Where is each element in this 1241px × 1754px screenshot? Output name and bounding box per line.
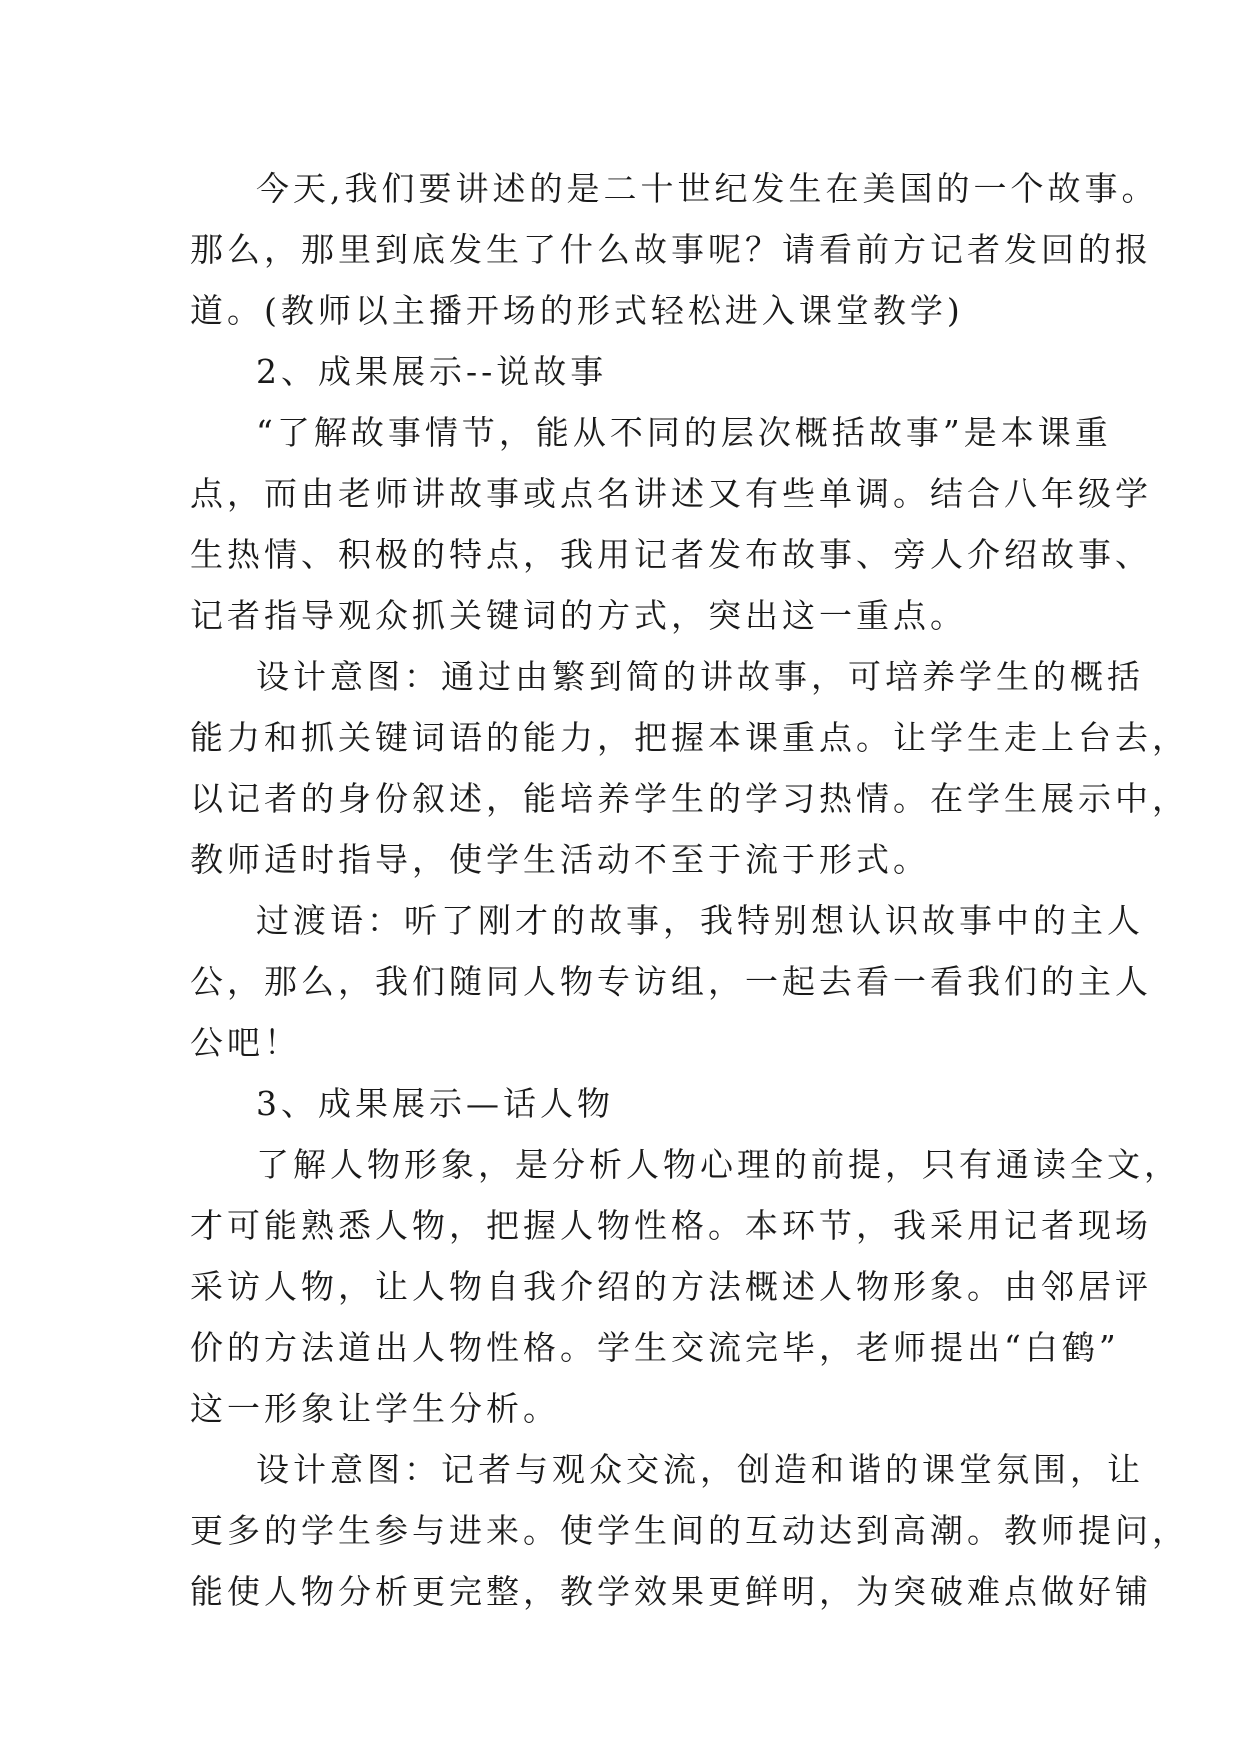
paragraph-line: 能使人物分析更完整，教学效果更鲜明，为突破难点做好铺 [190, 1572, 1152, 1611]
section-heading: 2、成果展示--说故事 [256, 352, 608, 391]
paragraph-line: 能力和抓关键词语的能力，把握本课重点。让学生走上台去， [190, 718, 1189, 757]
paragraph-line: 以记者的身份叙述，能培养学生的学习热情。在学生展示中， [190, 779, 1189, 818]
paragraph-line: 公，那么，我们随同人物专访组，一起去看一看我们的主人 [190, 962, 1152, 1001]
paragraph-line: 才可能熟悉人物，把握人物性格。本环节，我采用记者现场 [190, 1206, 1152, 1245]
paragraph-line: 价的方法道出人物性格。学生交流完毕，老师提出“白鹤” [190, 1328, 1120, 1367]
paragraph-line: 公吧！ [190, 1023, 301, 1062]
paragraph-line: 这一形象让学生分析。 [190, 1389, 560, 1428]
paragraph-line: 更多的学生参与进来。使学生间的互动达到高潮。教师提问， [190, 1511, 1189, 1550]
paragraph-line: 设计意图：通过由繁到简的讲故事，可培养学生的概括 [256, 657, 1144, 696]
paragraph-line: 那么，那里到底发生了什么故事呢？请看前方记者发回的报 [190, 230, 1152, 269]
paragraph-line: 了解人物形象，是分析人物心理的前提，只有通读全文， [256, 1145, 1181, 1184]
paragraph-line: 设计意图：记者与观众交流，创造和谐的课堂氛围，让 [256, 1450, 1144, 1489]
paragraph-line: 过渡语：听了刚才的故事，我特别想认识故事中的主人 [256, 901, 1144, 940]
paragraph-line: 记者指导观众抓关键词的方式，突出这一重点。 [190, 596, 967, 635]
paragraph-line: 生热情、积极的特点，我用记者发布故事、旁人介绍故事、 [190, 535, 1152, 574]
body-text [190, 158, 1189, 1622]
paragraph-line: 点，而由老师讲故事或点名讲述又有些单调。结合八年级学 [190, 474, 1152, 513]
paragraph-line: 道。(教师以主播开场的形式轻松进入课堂教学) [190, 291, 964, 330]
paragraph-line: 教师适时指导，使学生活动不至于流于形式。 [190, 840, 930, 879]
paragraph-line: 今天,我们要讲述的是二十世纪发生在美国的一个故事。 [256, 169, 1159, 208]
section-heading: 3、成果展示—话人物 [256, 1084, 614, 1123]
paragraph-line: “了解故事情节，能从不同的层次概括故事”是本课重 [256, 413, 1112, 452]
paragraph-line: 采访人物，让人物自我介绍的方法概述人物形象。由邻居评 [190, 1267, 1152, 1306]
